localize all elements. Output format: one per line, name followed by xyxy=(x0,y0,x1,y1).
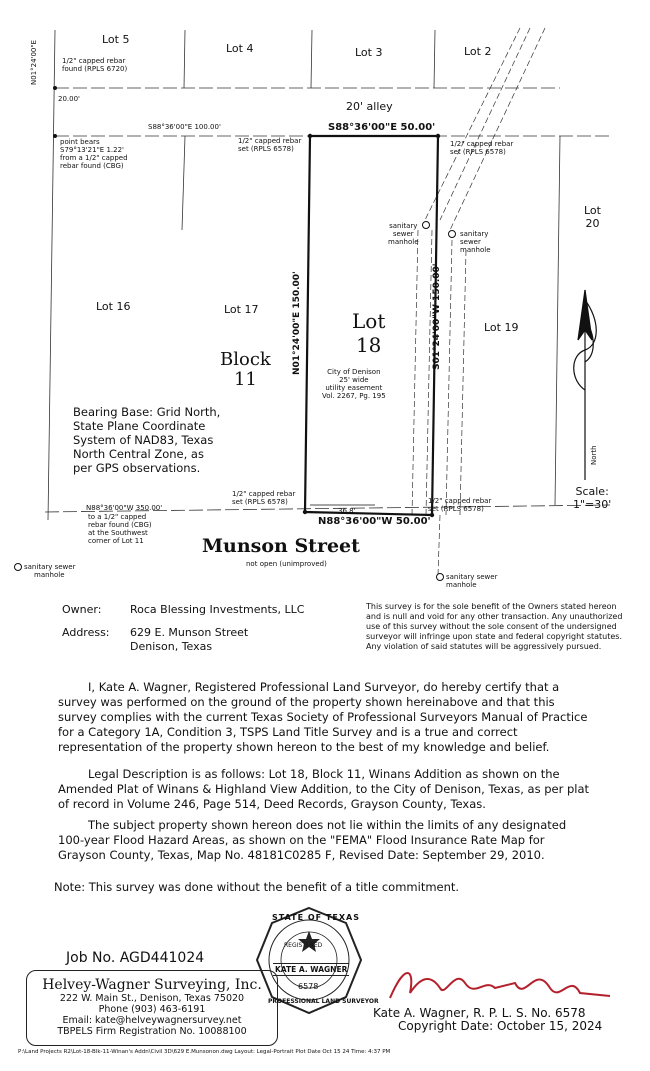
certification-paragraph: I, Kate A. Wagner, Registered Professional Land Surveyor, do hereby certify that a survey was performed on the ground of the property shown hereinabove and that this survey complies with the current Texas Society of Professional Surveyors Manual of Practice for a Category 1A, Condition 3, TSPS Land Title Survey and is a true and correct representation of the property shown hereon to the best of my knowledge and belief. xyxy=(58,680,588,754)
left-vertical-bearing: N01°24'00"E xyxy=(30,39,38,85)
disclaimer-text: This survey is for the sole benefit of the Owners stated hereon and is null and void for any other transaction. Any unauthorized use of this survey without the sole consent of the undersigned surveyor will infringe upon state and federal copyright statutes. Any violation of said statutes will be aggressively pursued. xyxy=(366,602,623,651)
street-name: Munson Street xyxy=(202,535,360,557)
seal-bottom-text: PROFESSIONAL LAND SURVEYOR xyxy=(268,998,379,1005)
north-bearing: S88°36'00"E 50.00' xyxy=(328,122,436,133)
sanitary-manhole-note-1: sanitary sewer manhole xyxy=(388,222,419,246)
signature-scribble xyxy=(385,958,615,1008)
point-bears-note: point bears S79°13'21"E 1.22' from a 1/2" capped rebar found (CBG) xyxy=(60,138,128,170)
manhole-symbol xyxy=(437,574,444,581)
lot-19-label: Lot 19 xyxy=(484,321,519,334)
rebar-set-se: 1/2" capped rebar set (RPLS 6578) xyxy=(428,497,492,513)
top-left-bearing: S88°36'00"E 100.00' xyxy=(148,123,221,131)
manhole-legend: sanitary sewer manhole xyxy=(24,563,76,579)
sanitary-manhole-note-2: sanitary sewer manhole xyxy=(460,230,491,254)
dimension-36-8: 36.8' xyxy=(338,507,356,515)
bearing-base-note: Bearing Base: Grid North, State Plane Coordinate System of NAD83, Texas North Central Zone, as per GPS observations. xyxy=(73,405,221,475)
rebar-set-sw: 1/2" capped rebar set (RPLS 6578) xyxy=(232,490,296,506)
lot-2-label: Lot 2 xyxy=(464,45,492,58)
manhole-symbol xyxy=(423,222,430,229)
lot-4-label: Lot 4 xyxy=(226,42,254,55)
company-name: Helvey-Wagner Surveying, Inc. xyxy=(42,977,262,993)
lot-18-label: Lot 18 xyxy=(352,309,386,357)
seal-name: KATE A. WAGNER xyxy=(275,965,348,974)
company-email: Email: kate@helveywagnersurvey.net xyxy=(62,1015,242,1026)
company-address: 222 W. Main St., Denison, Texas 75020 xyxy=(59,993,245,1004)
lot-17-label: Lot 17 xyxy=(224,303,259,316)
lot-16-label: Lot 16 xyxy=(96,300,131,313)
rebar-6720-note: 1/2" capped rebar found (RPLS 6720) xyxy=(62,57,128,73)
copyright-date: Copyright Date: October 15, 2024 xyxy=(398,1019,603,1033)
manhole-note-south: sanitary sewer manhole xyxy=(446,573,498,589)
lot-5-label: Lot 5 xyxy=(102,33,130,46)
alley-label: 20' alley xyxy=(346,100,393,113)
manhole-symbol xyxy=(449,231,456,238)
legal-description: Legal Description is as follows: Lot 18, Block 11, Winans Addition as shown on the Amended Plat of Winans & Highland View Addition, to the City of Denison, Texas, as per plat of record in Volume 246, Page 514, Deed Records, Grayson County, Texas. xyxy=(58,767,590,811)
manhole-legend-symbol xyxy=(15,564,22,571)
sw-corner-note: to a 1/2" capped rebar found (CBG) at the Southwest corner of Lot 11 xyxy=(88,513,152,545)
rebar-set-ne: 1/2" capped rebar set (RPLS 6578) xyxy=(450,140,514,156)
job-number: Job No. AGD441024 xyxy=(66,950,205,966)
rebar-set-nw: 1/2" capped rebar set (RPLS 6578) xyxy=(238,137,302,153)
north-label: North xyxy=(590,445,598,465)
seal-state-text: STATE OF TEXAS xyxy=(272,913,360,922)
owner-value: Roca Blessing Investments, LLC xyxy=(130,603,305,616)
bottom-left-bearing: N88°36'00"W 350.00' xyxy=(86,504,163,512)
title-commitment-note: Note: This survey was done without the benefit of a title commitment. xyxy=(54,880,460,894)
west-bearing: N01°24'00"E 150.00' xyxy=(292,271,302,375)
flood-statement: The subject property shown hereon does not lie within the limits of any designated 100-year Flood Hazard Areas, as shown on the "FEMA" Flood Insurance Rate Map for Grayson County, Texas, Map No. 48181C0285 F, Revised Date: September 29, 2010. xyxy=(58,818,567,862)
seal-registered: REGISTERED xyxy=(284,942,323,949)
company-phone: Phone (903) 463-6191 xyxy=(98,1004,206,1015)
scale-label: Scale: 1"=30' xyxy=(573,485,612,511)
easement-note: City of Denison 25' wide utility easement Vol. 2267, Pg. 195 xyxy=(322,368,386,400)
owner-label: Owner: xyxy=(62,603,102,616)
lot-20-label: Lot 20 xyxy=(584,204,601,230)
seal-number: 6578 xyxy=(298,982,319,991)
left-vertical-distance: 20.00' xyxy=(58,95,80,103)
street-note: not open (unimproved) xyxy=(246,560,327,568)
block-11-label: Block 11 xyxy=(220,349,271,390)
east-bearing: S01°24'00"W 150.00' xyxy=(432,263,442,370)
address-label: Address: xyxy=(62,626,110,639)
south-bearing: N88°36'00"W 50.00' xyxy=(318,516,431,527)
surveyor-name: Kate A. Wagner, R. P. L. S. No. 6578 xyxy=(373,1006,586,1020)
file-path-footer: P:\Land Projects R2\Lot-18-Blk-11-Winan's Addn\Civil 3D\629 E.Munsonon.dwg Layout: Legal-Portrait Plot Date Oct 15 24 Time: 4:37 PM xyxy=(18,1049,391,1055)
address-value: 629 E. Munson Street Denison, Texas xyxy=(130,626,249,653)
company-firm: TBPELS Firm Registration No. 10088100 xyxy=(57,1026,247,1037)
lot-3-label: Lot 3 xyxy=(355,46,383,59)
company-block xyxy=(26,970,278,1046)
